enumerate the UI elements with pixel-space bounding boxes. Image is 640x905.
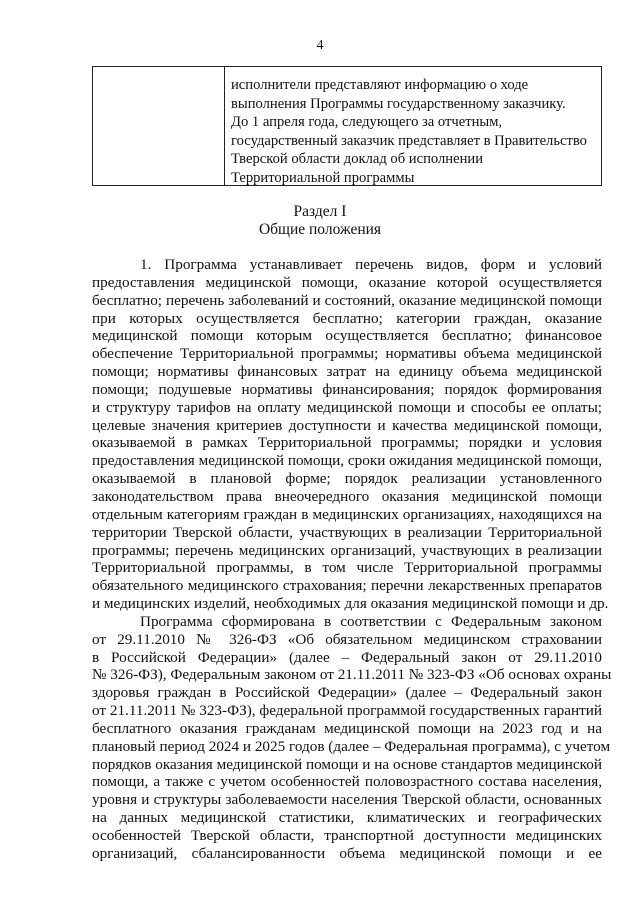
text-line: медицинской помощи которым осуществляется бесплатно; финансовое bbox=[92, 327, 602, 345]
table-text-line: До 1 апреля года, следующего за отчетным, bbox=[231, 114, 503, 130]
text-line: плановый период 2024 и 2025 годов (далее – Федеральная программа), с учетом bbox=[92, 737, 611, 755]
table-text-line: выполнения Программы государственному заказчику. bbox=[231, 95, 566, 112]
text-line: при которых осуществляется бесплатно; категории граждан, оказание bbox=[92, 309, 602, 327]
page-number: 4 bbox=[316, 38, 324, 53]
text-line: порядков оказания медицинской помощи и на основе стандартов медицинской bbox=[92, 755, 602, 773]
table-text-line: Территориальной программы bbox=[231, 169, 415, 186]
text-line: 1. Программа устанавливает перечень видов, форм и условий bbox=[140, 256, 602, 273]
text-line: обеспечение Территориальной программы; нормативы объема медицинской bbox=[92, 345, 602, 363]
top-table bbox=[92, 66, 602, 186]
text-line: бесплатного оказания гражданам медицинской помощи на 2023 год и на bbox=[92, 719, 602, 737]
table-left-cell bbox=[93, 67, 225, 185]
text-line: в Российской Федерации» (далее – Федеральный закон от 29.11.2010 bbox=[92, 648, 602, 666]
text-line: программы; перечень медицинских организаций, участвующих в реализации bbox=[92, 541, 602, 559]
text-line: помощи; нормативы финансовых затрат на единицу объема медицинской bbox=[92, 363, 602, 381]
text-line: отдельным категориям граждан в медицинских организациях, находящихся на bbox=[92, 505, 602, 523]
text-line: целевые значения критериев доступности и качества медицинской помощи, bbox=[92, 416, 602, 434]
paragraph-1 bbox=[92, 256, 609, 613]
text-line: от 29.11.2010 № 326-ФЗ «Об обязательном медицинском страховании bbox=[92, 630, 602, 648]
text-line: предоставления медицинской помощи, сроки ожидания медицинской помощи, bbox=[92, 452, 602, 470]
text-line: законодательством права внеочередного оказания медицинской помощи bbox=[92, 487, 602, 505]
text-line: особенностей Тверской области, транспортной доступности медицинских bbox=[92, 827, 602, 844]
table-text-line: Тверской области доклад об исполнении bbox=[231, 151, 483, 167]
text-line: и структуру тарифов на оплату медицинской помощи и способы ее оплаты; bbox=[92, 398, 602, 416]
text-line: обязательного медицинского страхования; перечни лекарственных препаратов bbox=[92, 577, 602, 595]
text-line: помощи, а также с учетом особенностей половозрастного состава населения, bbox=[92, 773, 602, 791]
paragraph-2 bbox=[92, 612, 612, 863]
text-line: здоровья граждан в Российской Федерации» (далее – Федеральный закон bbox=[92, 684, 602, 702]
text-line: Программа сформирована в соответствии с Федеральным законом bbox=[140, 612, 602, 630]
table-text-line: государственный заказчик представляет в Правительство bbox=[231, 132, 587, 149]
text-line: территории Тверской области, участвующих в реализации Территориальной bbox=[92, 523, 602, 541]
text-line: оказываемой в рамках Территориальной программы; порядки и условия bbox=[92, 434, 602, 452]
text-line: организаций, сбалансированности объема медицинской помощи и ее bbox=[92, 844, 602, 862]
text-line: от 21.11.2011 № 323-ФЗ), федеральной программой государственных гарантий bbox=[92, 702, 602, 720]
body-text bbox=[92, 256, 612, 863]
section-subtitle: Общие положения bbox=[258, 221, 382, 238]
text-line: оказываемой в плановой форме; порядок реализации установленного bbox=[92, 470, 602, 488]
text-line: бесплатно; перечень заболеваний и состояний, оказание медицинской помощи bbox=[92, 291, 602, 309]
section-title: Раздел I bbox=[293, 203, 347, 220]
text-line: предоставления медицинской помощи, оказание которой осуществляется bbox=[92, 273, 602, 291]
text-line: уровня и структуры заболеваемости населения Тверской области, основанных bbox=[92, 791, 602, 809]
text-line: Территориальной программы, в том числе Территориальной программы bbox=[92, 559, 602, 577]
text-line: и медицинских изделий, необходимых для оказания медицинской помощи и др. bbox=[92, 595, 609, 613]
text-line: № 326-ФЗ), Федеральным законом от 21.11.2011 № 323-ФЗ «Об основах охраны bbox=[92, 666, 612, 684]
table-right-cell bbox=[225, 67, 601, 185]
text-line: на данных медицинской статистики, климатических и географических bbox=[92, 809, 602, 827]
text-line: помощи; подушевые нормативы финансирования; порядок формирования bbox=[92, 380, 602, 398]
table-text-line: исполнители представляют информацию о ходе bbox=[231, 77, 529, 93]
